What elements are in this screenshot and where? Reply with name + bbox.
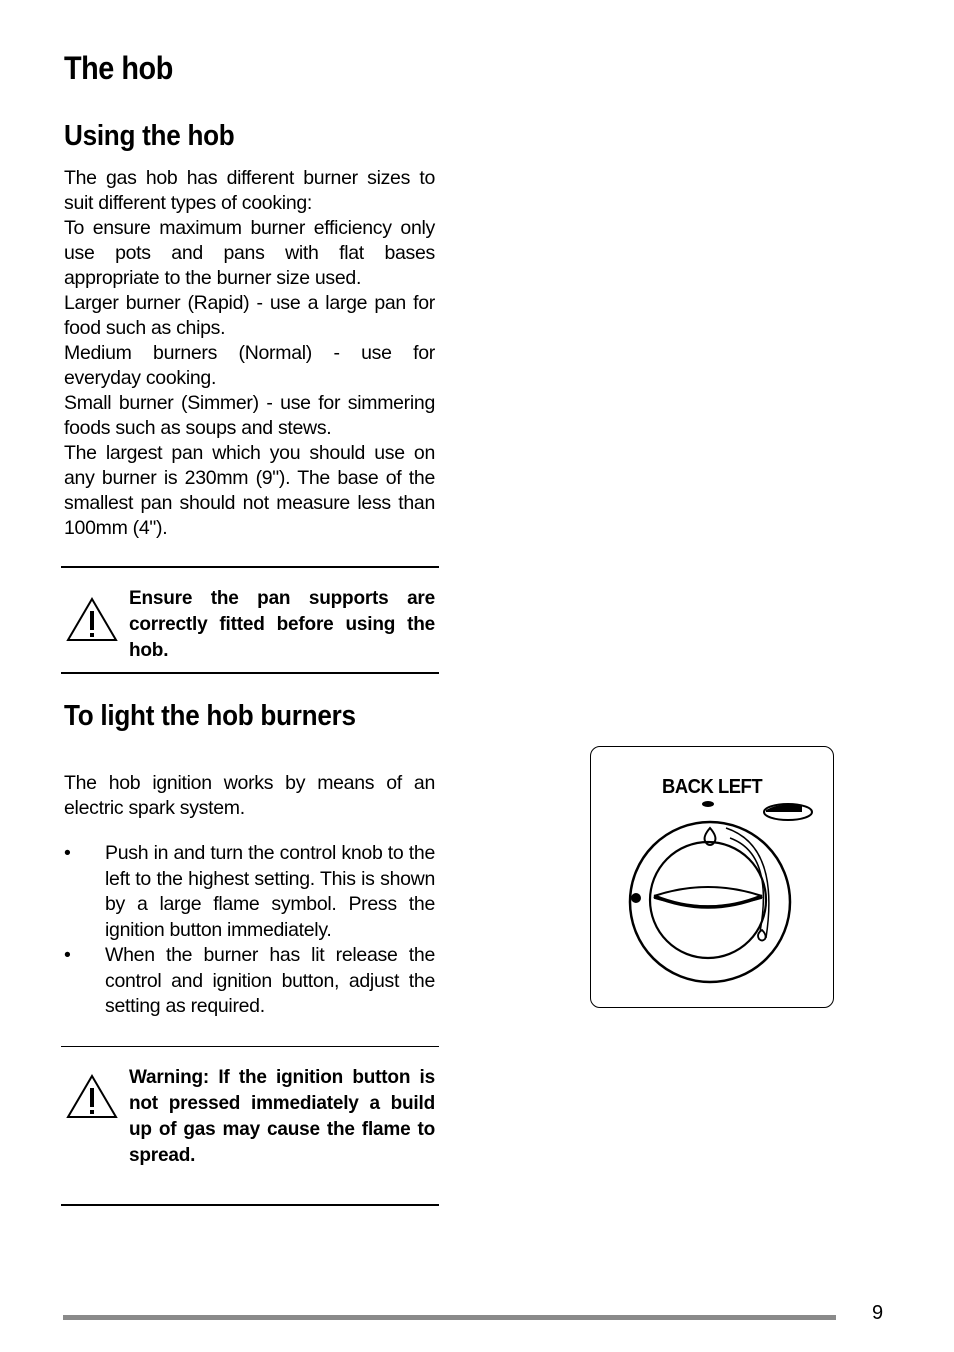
- using-text-block: [64, 166, 435, 541]
- divider: [61, 1204, 439, 1206]
- divider: [61, 672, 439, 674]
- list-item: [64, 841, 435, 943]
- paragraph: The gas hob has different burner sizes to suit different types of cooking:: [64, 167, 435, 214]
- divider: [61, 566, 439, 568]
- warning-ignition: Warning: If the ignition button is not pressed immediately a build up of gas may cause the flame to spread.: [129, 1067, 435, 1166]
- warning-pan-supports: Ensure the pan supports are correctly fitted before using the hob.: [129, 588, 435, 661]
- section-heading-using: Using the hob: [64, 120, 235, 152]
- paragraph: The hob ignition works by means of an electric spark system.: [64, 772, 435, 819]
- paragraph: Medium burners (Normal) - use for everyday cooking.: [64, 342, 435, 389]
- bullet-icon: •: [64, 842, 71, 864]
- section-heading-light: To light the hob burners: [64, 700, 356, 732]
- paragraph: Small burner (Simmer) - use for simmering foods such as soups and stews.: [64, 392, 435, 439]
- page-title: The hob: [64, 50, 173, 86]
- ignition-intro: [64, 771, 435, 821]
- control-knob-icon: [590, 746, 834, 1008]
- page-number: 9: [872, 1302, 884, 1324]
- divider: [61, 1046, 439, 1047]
- knob-label: BACK LEFT: [662, 776, 763, 798]
- warning-triangle-icon: [66, 1074, 118, 1120]
- footer-bar: [63, 1315, 836, 1320]
- bullet-icon: •: [64, 944, 71, 966]
- ignition-steps: [64, 841, 435, 1020]
- list-item-text: When the burner has lit release the control and ignition button, adjust the setting as required.: [105, 944, 435, 1017]
- paragraph: Larger burner (Rapid) - use a large pan for food such as chips.: [64, 292, 435, 339]
- paragraph: The largest pan which you should use on any burner is 230mm (9"). The base of the smallest pan should not measure less than 100mm (4").: [64, 442, 435, 539]
- paragraph: To ensure maximum burner efficiency only use pots and pans with flat bases appropriate to the burner size used.: [64, 217, 435, 289]
- list-item-text: Push in and turn the control knob to the left to the highest setting. This is shown by a large flame symbol. Press the ignition button immediately.: [105, 842, 435, 941]
- list-item: [64, 943, 435, 1020]
- warning-triangle-icon: [66, 597, 118, 643]
